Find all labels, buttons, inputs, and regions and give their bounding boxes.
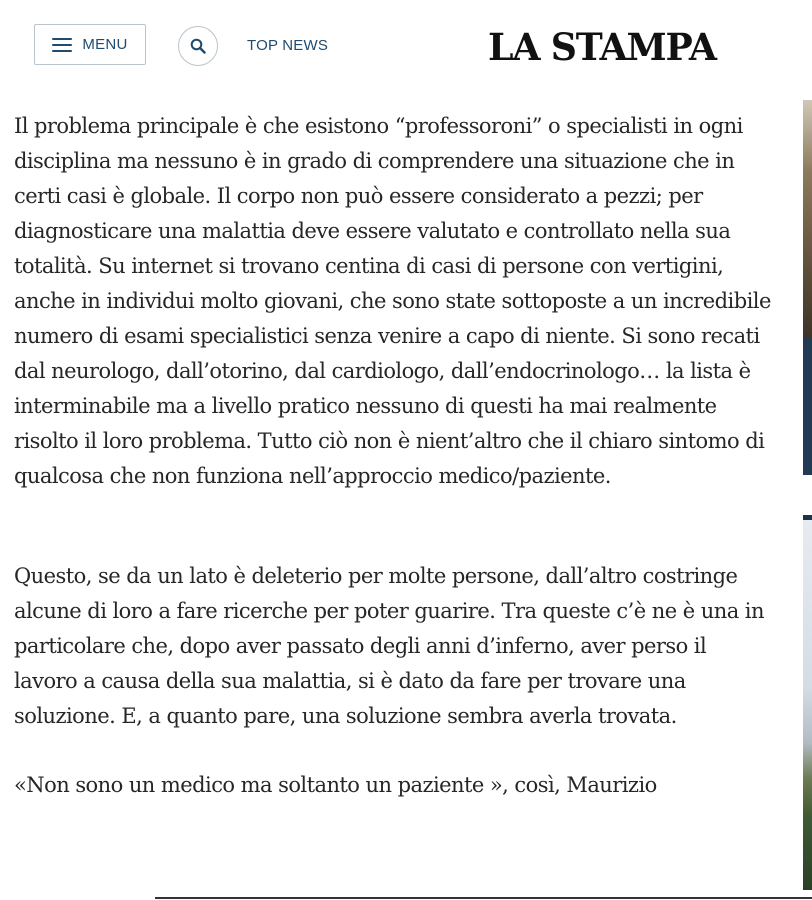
- article-paragraph: Il problema principale è che esistono “professoroni” o specialisti in ogni disciplina ma nessuno è in grado di comprendere una situazione che in certi casi è globale. Il corpo non può essere considerato a pezzi; per diagnosticare una malattia deve essere valutato e controllato nella sua totalità. Su internet si trovano centina di casi di persone con vertigini, anche in individui molto giovani, che sono state sottoposte a un incredibile numero di esami specialistici senza venire a capo di niente. Si sono recati dal neurologo, dall’otorino, dal cardiologo, dall’endocrinologo… la lista è interminabile ma a livello pratico nessuno di questi ha mai realmente risolto il loro problema. Tutto ciò non è nient’altro che il chiaro sintomo di qualcosa che non funziona nell’approccio medico/paziente.: [14, 114, 771, 488]
- sidebar-image[interactable]: [803, 100, 812, 475]
- search-icon: [190, 38, 206, 54]
- menu-button[interactable]: [34, 24, 146, 65]
- article-body: [14, 72, 774, 803]
- top-news-link[interactable]: TOP NEWS: [247, 37, 329, 54]
- article-paragraph: Questo, se da un lato è deleterio per molte persone, dall’altro costringe alcune di loro a fare ricerche per poter guarire. Tra queste c’è ne è una in particolare che, dopo aver passato degli anni d’inferno, aver perso il lavoro a causa della sua malattia, si è dato da fare per trovare una soluzione. E, a quanto pare, una soluzione sembra averla trovata.: [14, 564, 764, 728]
- site-logo[interactable]: LA STAMPA: [488, 25, 716, 69]
- hamburger-icon: [52, 38, 72, 52]
- site-header: [0, 0, 812, 92]
- menu-label: MENU: [82, 36, 128, 53]
- sidebar-image[interactable]: [803, 515, 812, 890]
- search-button[interactable]: [178, 26, 218, 66]
- article-paragraph: «Non sono un medico ma soltanto un paziente », così, Maurizio: [14, 773, 657, 797]
- sidebar-images: [803, 100, 812, 900]
